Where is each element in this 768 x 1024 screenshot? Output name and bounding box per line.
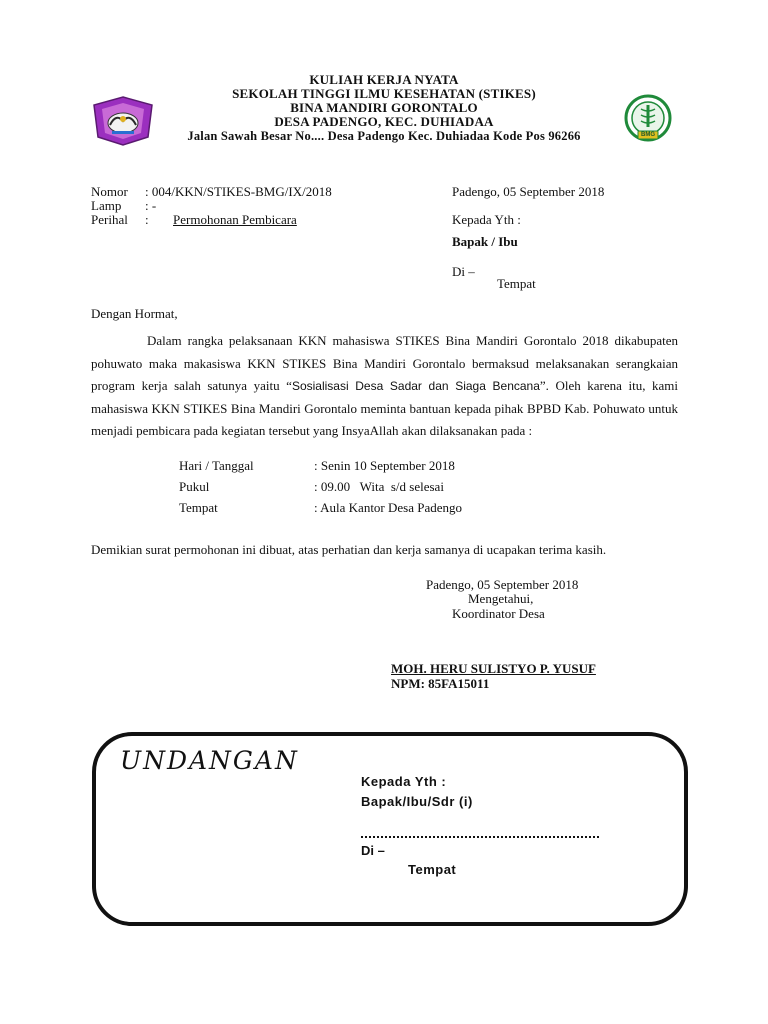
invitation-title: UNDANGAN	[120, 746, 299, 775]
lamp-label: Lamp	[91, 198, 122, 213]
nomor-value: : 004/KKN/STIKES-BMG/IX/2018	[145, 184, 332, 199]
di-label: Di –	[452, 264, 475, 279]
paragraph-part-b: ”. Oleh karena itu, kami mahasiswa KKN STIKES Bina Mandiri Gorontalo meminta bantuan kepada pihak BPBD Kab. Pohuwato untuk menjadi pembicara pada kegiatan tersebut yang InsyaAllah akan dilaksanakan pada :	[91, 378, 678, 438]
invitation-recipient: Bapak/Ibu/Sdr (i)	[361, 794, 473, 809]
schedule-place-value: : Aula Kantor Desa Padengo	[314, 500, 463, 515]
header-address: Jalan Sawah Besar No.... Desa Padengo Kec. Duhiadaa Kode Pos 96266	[187, 129, 581, 143]
invitation-di: Di –	[361, 843, 385, 858]
signature-role: Koordinator Desa	[452, 606, 545, 621]
invitation-box	[92, 732, 688, 926]
schedule-place-label: Tempat	[179, 500, 218, 515]
signature-npm: NPM: 85FA15011	[391, 676, 490, 691]
kepada-label: Kepada Yth :	[452, 212, 521, 227]
tempat-label: Tempat	[497, 276, 536, 291]
signature-date: Padengo, 05 September 2018	[426, 577, 579, 592]
salutation: Dengan Hormat,	[91, 306, 178, 321]
schedule-day-value: : Senin 10 September 2018	[314, 458, 455, 473]
signature-mengetahui: Mengetahui,	[468, 591, 534, 606]
activity-title: Sosialisasi Desa Sadar dan Siaga Bencana	[291, 379, 540, 393]
nomor-label: Nomor	[91, 184, 128, 199]
letter-date: Padengo, 05 September 2018	[452, 184, 605, 199]
header-line-4: DESA PADENGO, KEC. DUHIADAA	[274, 114, 494, 129]
invitation-tempat: Tempat	[408, 862, 457, 877]
invitation-kepada: Kepada Yth :	[361, 774, 447, 789]
header-line-2: SEKOLAH TINGGI ILMU KESEHATAN (STIKES)	[232, 86, 536, 101]
header-line-1: KULIAH KERJA NYATA	[309, 72, 459, 87]
paragraph-part-a: Dalam rangka pelaksanaan KKN mahasiswa STIKES Bina Mandiri Gorontalo 2018 dikabupaten pohuwato maka makasiswa KKN STIKES Bina Mandiri Gorontalo bermaksud melaksanakan serangkaian program kerja salah satunya yaitu “	[91, 333, 678, 393]
closing-sentence: Demikian surat permohonan ini dibuat, atas perhatian dan kerja samanya di ucapakan terima kasih.	[91, 542, 607, 557]
invitation-name-line	[361, 836, 599, 838]
body-paragraph	[91, 330, 678, 443]
lamp-value: : -	[145, 198, 157, 213]
seal-label: BMG	[641, 132, 655, 138]
schedule-day-label: Hari / Tanggal	[179, 458, 254, 473]
recipient: Bapak / Ibu	[452, 234, 518, 249]
perihal-value: Permohonan Pembicara	[173, 212, 297, 227]
perihal-label: Perihal	[91, 212, 128, 227]
header-line-3: BINA MANDIRI GORONTALO	[290, 100, 478, 115]
signature-name: MOH. HERU SULISTYO P. YUSUF	[391, 661, 596, 676]
perihal-colon: :	[145, 212, 149, 227]
schedule-time-value: : 09.00 Wita s/d selesai	[314, 479, 444, 494]
schedule-time-label: Pukul	[179, 479, 210, 494]
